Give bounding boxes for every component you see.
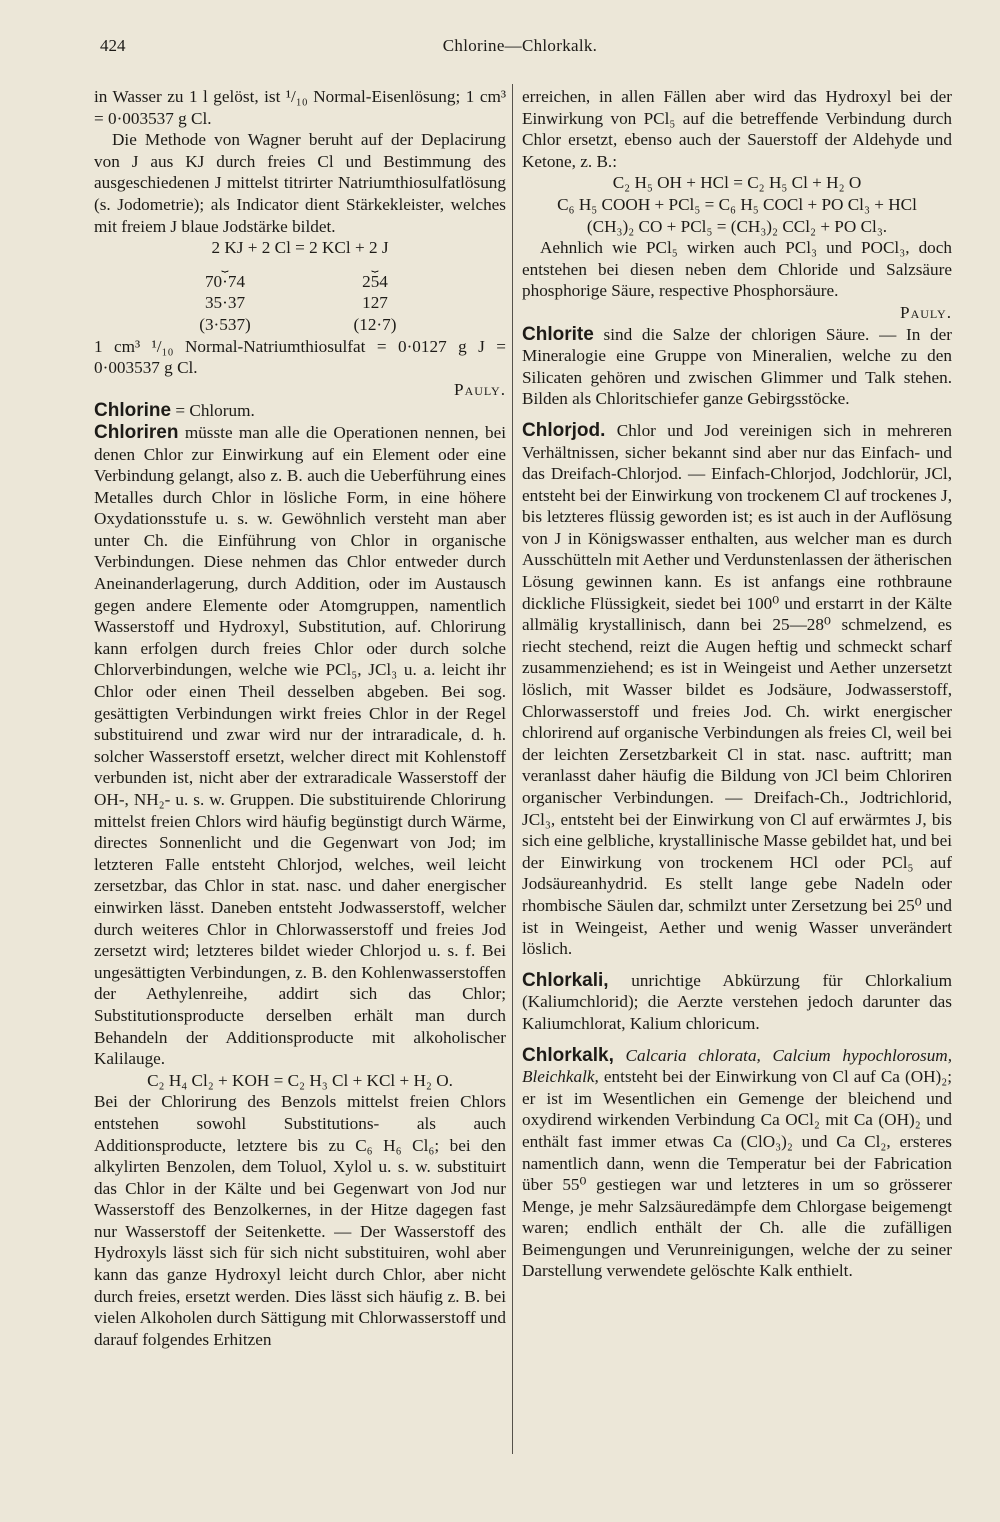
entry-chlorjod: [522, 420, 952, 960]
entry-chlorkali: [522, 970, 952, 1035]
paragraph: Bei der Chlorirung des Benzols mittelst freien Chlors entstehen sowohl Substitutions- als auch Additionsproducte, letztere bis zu C₆ H₆ Cl₆; bei den alkylirten Benzolen, dem Toluol, Xylol u. s. w. substituirt das Chlor in der Kälte und bei Gegenwart von Jod nur Wasserstoff des Benzolkernes, in der Hitze dagegen fast nur Wasserstoff der Seitenkette. — Der Wasserstoff des Hydroxyls lässt sich für sich nicht substituiren, wohl aber kann das ganze Hydroxyl leicht durch Chlor, aber nicht durch freies, ersetzt werden. Dies lässt sich häufig z. B. bei vielen Alkoholen durch Sättigung mit Chlorwasserstoff und darauf folgendes Erhitzen: [94, 1092, 506, 1349]
page-number: 424: [100, 36, 126, 55]
table-cell: 70·74: [204, 271, 246, 291]
equation: 2 KJ + 2 Cl = 2 KCl + 2 J: [211, 238, 389, 258]
equation: C₂ H₅ OH + HCl = C₂ H₅ Cl + H₂ O: [612, 173, 862, 193]
entry-term: Chlorine: [94, 400, 172, 422]
entry-chloriren: [94, 422, 506, 1070]
spacer: [522, 1035, 952, 1045]
entry-text: unrichtige Abkürzung für Chlorkalium (Kaliumchlorid); die Aerzte verstehen jedoch darunter das Kaliumchlorat, Kalium chloricum.: [522, 970, 952, 1033]
column-divider: [512, 84, 513, 1454]
entry-text: Chlor und Jod vereinigen sich in mehreren Verhältnissen, sicher bekannt sind aber nur das Einfach- und das Dreifach-Chlorjod. — Einfach-Chlorjod, Jodchlorür, JCl, entsteht bei der Einwirkung von trockenem Cl auf trockenes J, bis letzteres flüssig geworden ist; es ist auch in der Auflösung von J in Königswasser enthalten, aus welcher man es durch Ausschütteln mit Aether und Verdunstenlassen der ätherischen Lösung gewinnen kann. Es ist anfangs eine rothbraune dickliche Flüssigkeit, siedet bei 100⁰ und erstarrt in der Kälte allmälig krystallinisch, dann bei 25—28⁰ schmelzend, es riecht stechend, reizt die Augen heftig und schmeckt scharf zusammenziehend; es ist in Weingeist und Aether unzersetzt löslich, mit Wasser bildet es Jodsäure, Jodwasserstoff, Chlorwasserstoff und freies Jod. Ch. wirkt energischer chlorirend auf organische Verbindungen als freies Cl, weil bei der leichten Zersetzbarkeit Cl in stat. nasc. auftritt; man veranlasst daher häufig die Bildung von JCl beim Chloriren organischer Verbindungen. — Dreifach-Ch., Jodtrichlorid, JCl₃, entsteht bei der Einwirkung von Cl auf erwärmtes J, bis sich eine gelbliche, krystallinische Masse gebildet hat, und bei der Einwirkung von trockenem HCl oder PCl₅ auf Jodsäureanhydrid. Es stellt lange gebe Nadeln oder rhombische Säulen dar, schmilzt unter Zersetzung bei 25⁰ und ist in Weingeist, Aether und wenig Wasser unverändert löslich.: [522, 420, 953, 959]
equation: C₂ H₄ Cl₂ + KOH = C₂ H₃ Cl + KCl + H₂ O.: [147, 1070, 453, 1090]
latin-names: Calcaria chlorata, Calcium hypochlorosum, Bleichkalk,: [522, 1045, 952, 1087]
paragraph: Aehnlich wie PCl₅ wirken auch PCl₃ und POCl₃, doch entstehen bei diesen neben dem Chloride und Salzsäure phosphorige Säure, respective Phosphorsäure.: [522, 238, 952, 301]
running-title: Chlorine—Chlorkalk.: [442, 36, 598, 55]
brace-mark: ⏟: [221, 257, 229, 272]
table-cell: 254: [362, 271, 388, 291]
table-cell: 127: [362, 293, 388, 313]
equation: C₆ H₅ COOH + PCl₅ = C₆ H₅ COCl + PO Cl₃ + HCl: [557, 194, 917, 214]
paragraph: erreichen, in allen Fällen aber wird das Hydroxyl bei der Einwirkung von PCl₅ auf die betreffende Verbindung durch Chlor ersetzt, ebenso auch der Sauerstoff der Aldehyde und Ketone, z. B.:: [522, 87, 952, 171]
entry-text: = Chlorum.: [175, 401, 255, 421]
spacer: [522, 410, 952, 420]
page-header: [100, 36, 940, 64]
entry-term: Chloriren: [94, 421, 179, 443]
table-cell: 35·37: [204, 293, 246, 313]
equation: (CH₃)₂ CO + PCl₅ = (CH₃)₂ CCl₂ + PO Cl₃.: [586, 216, 888, 236]
table-cell: (3·537): [199, 314, 251, 334]
table-cell: (12·7): [353, 314, 397, 334]
entry-text: entsteht bei der Einwirkung von Cl auf Ca (OH)₂; er ist im Wesentlichen ein Gemenge der bleichend und oxydirend wirkenden Verbindung Ca OCl₂ mit Ca (OH)₂ und enthält fast immer etwas Ca (ClO₃)₂ und Ca Cl₂, ersteres namentlich dann, wenn die Temperatur bei der Fabrication über 55⁰ gestiegen war und letzteres in um so grösserer Menge, je mehr Salzsäuredämpfe dem Chlorgase beigemengt waren; endlich enthält der Ch. alle die zufälligen Beimengungen und Verunreinigungen, welche der zu seiner Darstellung verwendete gelöschte Kalk enthielt.: [522, 1067, 953, 1281]
entry-chlorite: [522, 324, 952, 410]
author-signature: Pauly.: [900, 302, 952, 322]
paragraph: Die Methode von Wagner beruht auf der Deplacirung von J aus KJ durch freies Cl und Bestimmung des ausgeschiedenen J mittelst titrirter Natriumthiosulfatlösung (s. Jodometrie); als Indicator dient Stärkekleister, welches mit freiem J blaue Jodstärke bildet.: [94, 130, 506, 236]
author-signature: Pauly.: [454, 379, 506, 399]
entry-chlorkalk: [522, 1045, 952, 1283]
entry-term: Chlorjod.: [522, 419, 606, 441]
spacer: [522, 960, 952, 970]
entry-text: sind die Salze der chlorigen Säure. — In der Mineralogie eine Gruppe von Mineralien, welche zu den Silicaten gehören und zwischen Glimmer und Talk stehen. Bilden als Chloritschiefer ganze Gebirgsstöcke.: [522, 324, 952, 409]
entry-text: müsste man alle die Operationen nennen, bei denen Chlor zur Einwirkung auf ein Element oder eine Verbindung gelangt, also z. B. auch die Ueberführung eines Metalles durch Chlor in lösliche Form, in eine höhere Oxydationsstufe u. s. w. Gewöhnlich versteht man aber unter Ch. die Einführung von Chlor in organische Verbindungen. Diese nehmen das Chlor entweder durch Aneinanderlagerung, durch Addition, oder im Austausch gegen andere Elemente oder Atomgruppen, namentlich Wasserstoff und Hydroxyl, Substitution, auf. Chlorirung kann erfolgen durch freies Chlor oder durch solche Chlorverbindungen, welche wie PCl₅, JCl₃ u. a. leicht ihr Chlor oder einen Theil desselben abgeben. Bei sog. gesättigten Verbindungen wirkt freies Chlor in der Regel substituirend und zwar wird nur der intraradicale, d. h. solcher Wasserstoff ersetzt, welcher direct mit Kohlenstoff verbunden ist, nicht aber der extraradicale Wasserstoff der OH-, NH₂- u. s. w. Gruppen. Die substituirende Chlorirung mittelst freien Chlors wird häufig begünstigt durch Wärme, directes Sonnenlicht und die Gegenwart von Jod; im letzteren Falle entsteht Chlorjod, welches, weil leicht zersetzbar, das Chlor in stat. nasc. und daher energischer einwirken lässt. Daneben entsteht Jodwasserstoff, welcher durch weiteres Chlor in Chlorwasserstoff und freies Jod zersetzt wird; letzteres bildet wieder Chlorjod u. s. f. Bei ungesättigten Verbindungen, z. B. den Kohlenwasserstoffen der Aethylenreihe, addirt sich das Chlor; Substitutionsproducte derselben erhält man durch Behandeln der Additionsproducte mit alkoholischer Kalilauge.: [94, 422, 507, 1069]
entry-chlorine: [94, 400, 506, 422]
value-table: [94, 259, 506, 336]
paragraph: in Wasser zu 1 l gelöst, ist ¹/₁₀ Normal-Eisenlösung; 1 cm³ = 0·003537 g Cl.: [94, 87, 506, 128]
right-column: [522, 86, 952, 1282]
entry-term: Chlorkali,: [522, 969, 609, 991]
brace-mark: ⏟: [371, 257, 379, 272]
paragraph: 1 cm³ ¹/₁₀ Normal-Natriumthiosulfat = 0·0127 g J = 0·003537 g Cl.: [94, 336, 506, 378]
entry-term: Chlorkalk,: [522, 1044, 614, 1066]
left-column: [94, 86, 506, 1350]
entry-term: Chlorite: [522, 323, 594, 345]
